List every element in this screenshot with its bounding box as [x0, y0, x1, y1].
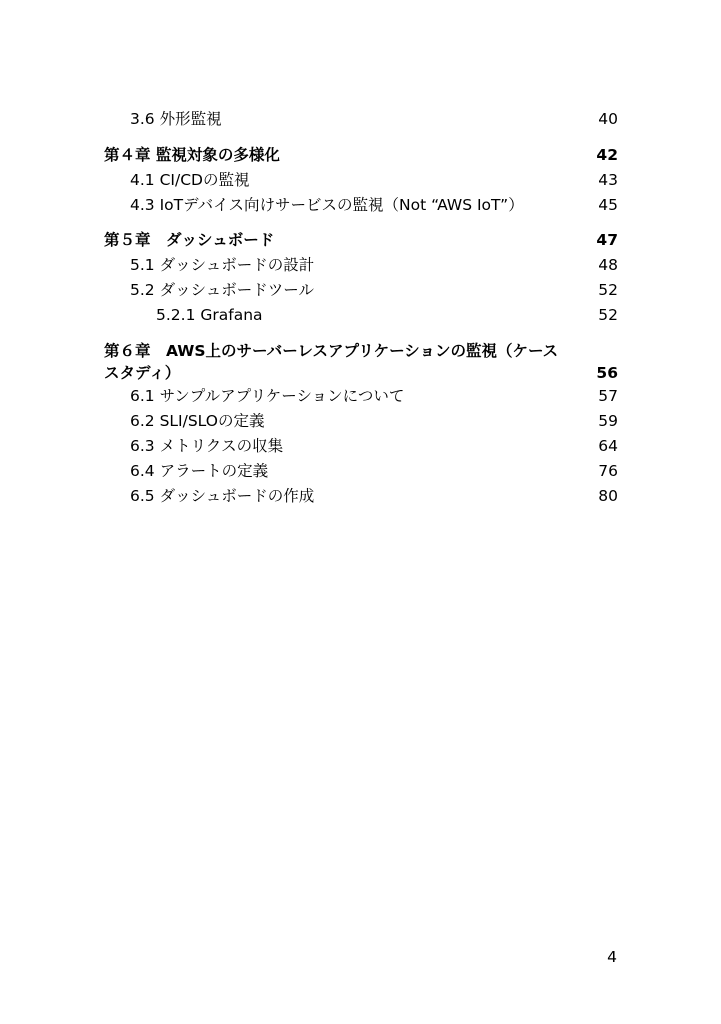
toc-entry-page: 57 [598, 387, 618, 405]
toc-chapter-page: 47 [596, 231, 618, 249]
toc-entry-title: 5.2.1 Grafana [156, 306, 263, 324]
toc-entry-page: 52 [598, 281, 618, 299]
toc-entry-6-2 [104, 410, 618, 432]
toc-entry-6-4 [104, 460, 618, 482]
toc-chapter-6-line2 [104, 362, 618, 384]
toc-entry-5-2-1 [104, 304, 618, 326]
toc-entry-page: 64 [598, 437, 618, 455]
toc-entry-6-1 [104, 385, 618, 407]
toc-entry-page: 45 [598, 196, 618, 214]
toc-entry-page: 52 [598, 306, 618, 324]
toc-entry-title: 6.5 ダッシュボードの作成 [130, 487, 315, 505]
toc-entry-6-3 [104, 435, 618, 457]
toc-chapter-page: 56 [596, 364, 618, 382]
toc-entry-page: 48 [598, 256, 618, 274]
toc-entry-page: 40 [598, 110, 618, 128]
toc-entry-4-3 [104, 194, 618, 216]
toc-chapter-title: 第５章 ダッシュボード [104, 231, 275, 249]
toc-entry-title: 4.3 IoTデバイス向けサービスの監視（Not “AWS IoT”） [130, 196, 524, 214]
toc-entry-6-5 [104, 485, 618, 507]
toc-chapter-title: 第４章 監視対象の多様化 [104, 146, 280, 164]
toc-entry-title: 6.1 サンプルアプリケーションについて [130, 387, 405, 405]
toc-chapter-4 [104, 144, 618, 166]
toc-entry-5-1 [104, 254, 618, 276]
toc-chapter-page: 42 [596, 146, 618, 164]
toc-entry-title: 6.4 アラートの定義 [130, 462, 269, 480]
toc-chapter-5 [104, 229, 618, 251]
toc-entry-title: 6.2 SLI/SLOの定義 [130, 412, 265, 430]
toc-entry-title: 5.2 ダッシュボードツール [130, 281, 314, 299]
page-number: 4 [607, 948, 617, 966]
toc-entry-4-1 [104, 169, 618, 191]
toc-entry-title: 6.3 メトリクスの収集 [130, 437, 284, 455]
toc-entry-3-6 [104, 108, 618, 130]
toc-entry-title: 3.6 外形監視 [130, 110, 222, 128]
toc-entry-page: 43 [598, 171, 618, 189]
toc-chapter-6-line1 [104, 340, 618, 362]
toc-entry-page: 76 [598, 462, 618, 480]
toc-entry-title: 4.1 CI/CDの監視 [130, 171, 250, 189]
toc-chapter-title-continued: スタディ） [104, 364, 181, 382]
toc-entry-title: 5.1 ダッシュボードの設計 [130, 256, 315, 274]
toc-chapter-title: 第６章 AWS上のサーバーレスアプリケーションの監視（ケース [104, 342, 559, 360]
toc-entry-page: 59 [598, 412, 618, 430]
toc-entry-5-2 [104, 279, 618, 301]
toc-entry-page: 80 [598, 487, 618, 505]
